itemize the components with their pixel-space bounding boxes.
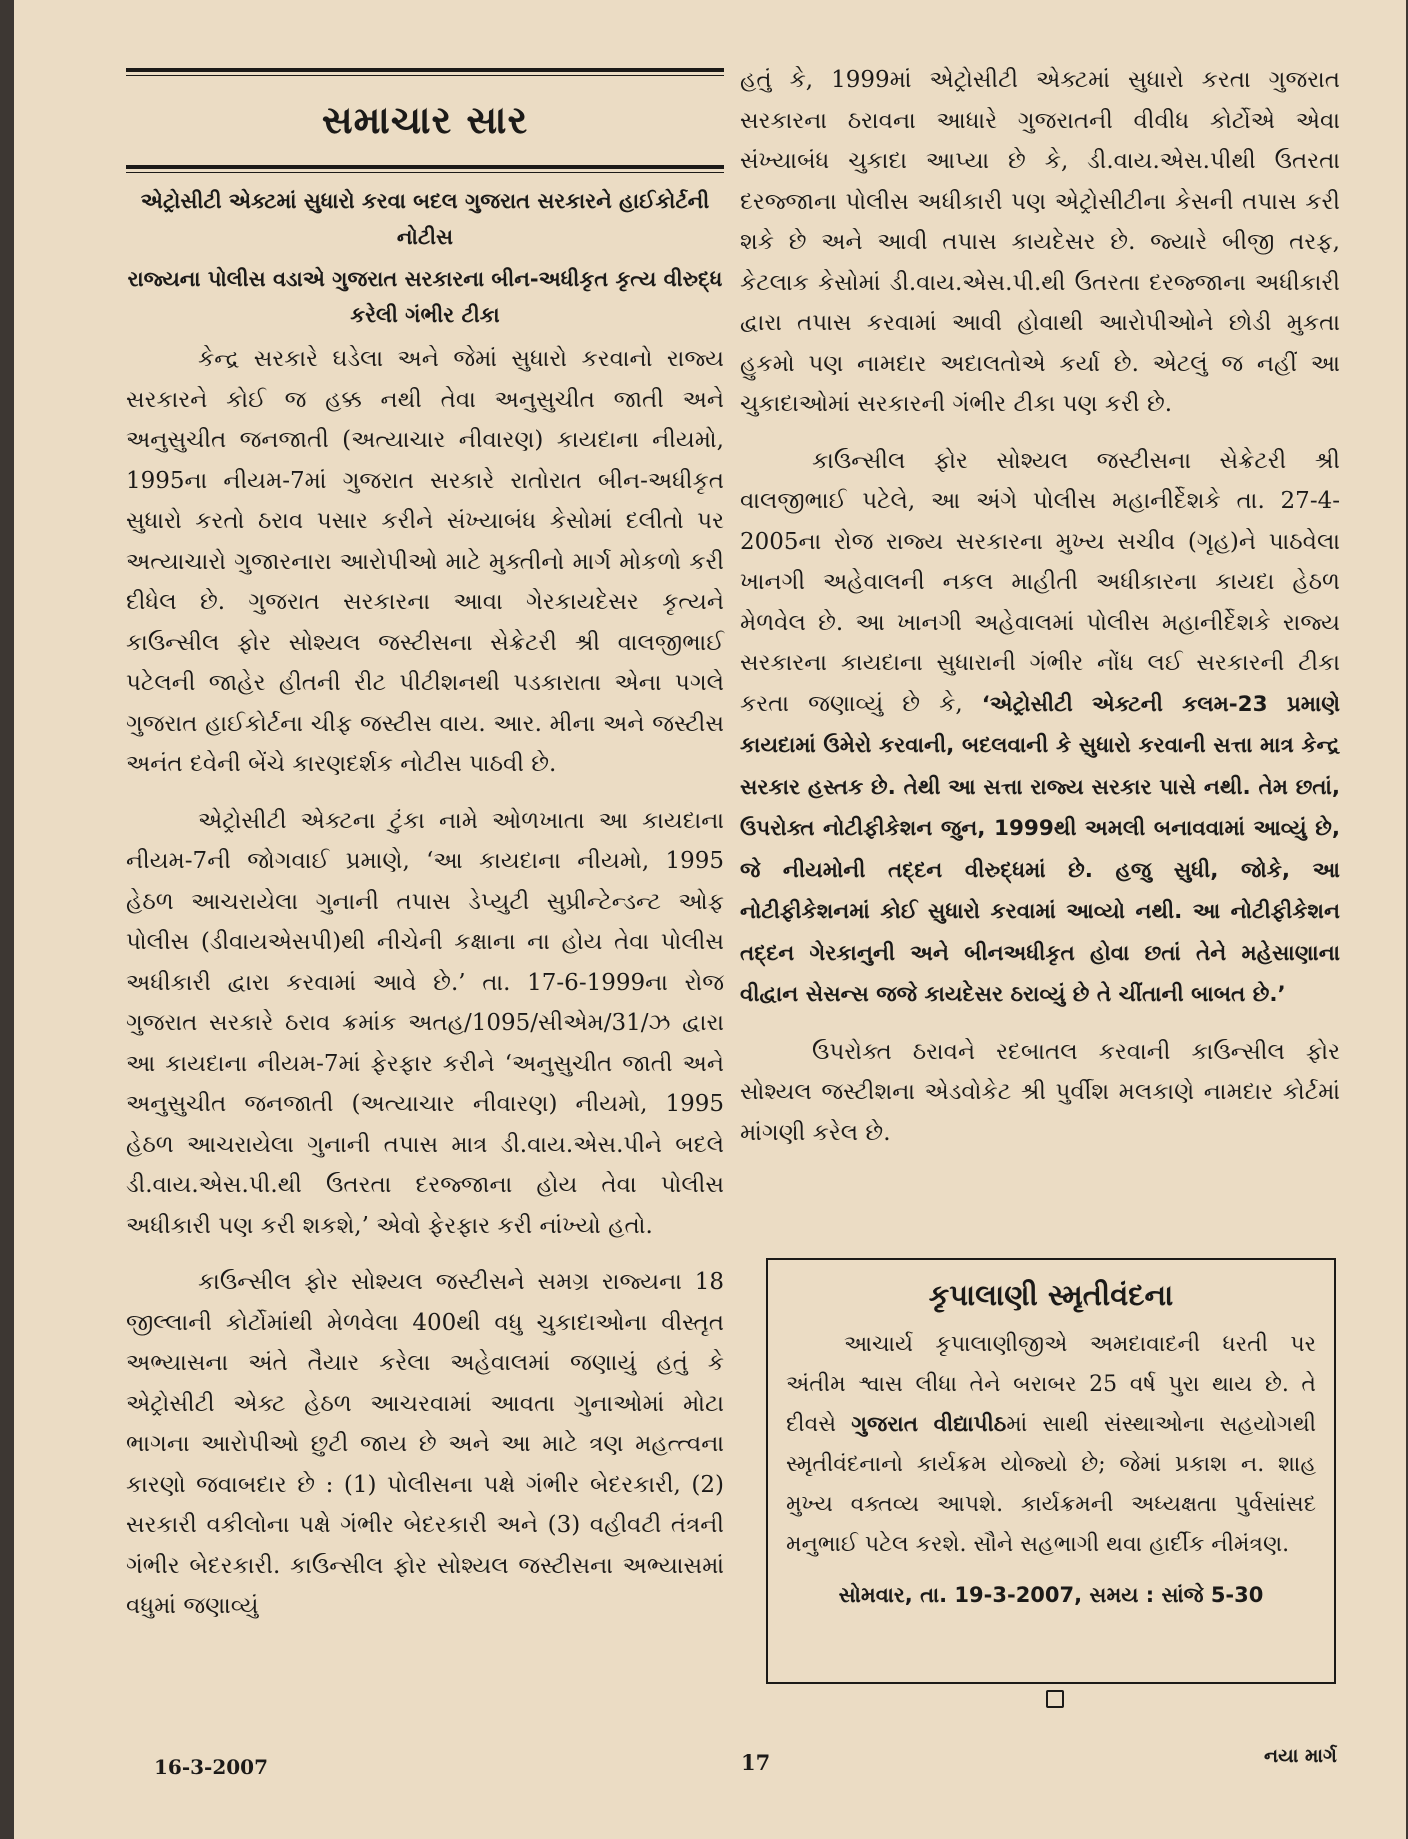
article-subheadline: રાજ્યના પોલીસ વડાએ ગુજરાત સરકારના બીન-અધીકૃત કૃત્ય વીરુદ્ધ કરેલી ગંભીર ટીકા — [127, 267, 723, 327]
article-closing-paragraph: ઉપરોક્ત ઠરાવને રદબાતલ કરવાની કાઉન્સીલ ફોર સોશ્યલ જસ્ટીશના એડવોકેટ શ્રી પુર્વીશ મલકાણે નામદાર કોર્ટમાં માંગણી કરેલ છે. — [740, 1038, 1340, 1146]
event-venue-bold: ગુજરાત વીદ્યાપીઠ — [851, 1412, 1007, 1437]
masthead-bottom-rule — [126, 165, 724, 169]
event-notice-text-1: આચાર્ય કૃપાલાણીજીએ અમદાવાદની ધરતી પર અંતીમ શ્વાસ લીધા તેને બરાબર 25 વર્ષ પુરા થાય છે. તે દીવસે — [786, 1332, 1316, 1437]
right-column — [740, 60, 1340, 1153]
event-notice-box — [766, 1258, 1336, 1684]
event-notice-text-2: માં સાથી સંસ્થાઓના સહયોગથી સ્મૃતીવંદનાનો કાર્યક્રમ યોજ્યો છે; જેમાં પ્રકાશ ન. શાહ મુખ્ય વક્તવ્ય આપશે. કાર્યક્રમની અધ્યક્ષતા પુર્વસાંસદ મનુભાઈ પટેલ કરશે. સૌને સહભાગી થવા હાર્દીક નીમંત્રણ. — [786, 1412, 1317, 1557]
article-paragraph-quote — [740, 441, 1340, 1016]
left-column — [126, 68, 724, 1627]
masthead-bottom-rule-thin — [126, 172, 724, 173]
article-headline: એટ્રોસીટી એક્ટમાં સુધારો કરવા બદલ ગુજરાત સરકારને હાઈકોર્ટની નોટીસ — [140, 189, 710, 249]
event-notice-body — [786, 1325, 1316, 1565]
footer-publication-name: નયા માર્ગ — [1264, 1745, 1337, 1767]
article-continuation: હતું કે, 1999માં એટ્રોસીટી એક્ટમાં સુધારો કરતા ગુજરાત સરકારના ઠરાવના આધારે ગુજરાતની વીવીધ કોર્ટોએ એવા સંખ્યાબંધ ચુકાદા આપ્યા છે કે, ડી.વાય.એસ.પીથી ઉતરતા દરજ્જાના પોલીસ અધીકારી પણ એટ્રોસીટીના કેસની તપાસ કરી શકે છે અને આવી તપાસ કાયદેસર છે. જ્યારે બીજી તરફ, કેટલાક કેસોમાં ડી.વાય.એસ.પી.થી ઉતરતા દરજ્જાના અધીકારી દ્વારા તપાસ કરવામાં આવી હોવાથી આરોપીઓને છોડી મુકતા હુકમો પણ નામદાર અદાલતોએ કર્યા છે. એટલું જ નહીં આ ચુકાદાઓમાં સરકારની ગંભીર ટીકા પણ કરી છે. — [740, 67, 1340, 417]
article-paragraph-2: એટ્રોસીટી એક્ટના ટુંકા નામે ઓળખાતા આ કાયદાના નીયમ-7ની જોગવાઈ પ્રમાણે, ‘આ કાયદાના નીયમો, 1995 હેઠળ આચરાયેલા ગુનાની તપાસ ડેપ્યુટી સુપ્રીન્ટેન્ડન્ટ ઓફ પોલીસ (ડીવાયએસપી)થી નીચેની કક્ષાના ના હોય તેવા પોલીસ અધીકારી દ્વારા કરવામાં આવે છે.’ તા. 17-6-1999ના રોજ ગુજરાત સરકારે ઠરાવ ક્રમાંક અતહ/1095/સીએમ/31/ઝ દ્વારા આ કાયદાના નીયમ-7માં ફેરફાર કરીને ‘અનુસુચીત જાતી અને અનુસુચીત જનજાતી (અત્યાચાર નીવારણ) નીયમો, 1995 હેઠળ આચરાયેલા ગુનાની તપાસ માત્ર ડી.વાય.એસ.પીને બદલે ડી.વાય.એસ.પી.થી ઉતરતા દરજ્જાના હોય તેવા પોલીસ અધીકારી પણ કરી શકશે,’ એવો ફેરફાર કરી નાંખ્યો હતો. — [126, 807, 724, 1239]
event-notice-title: કૃપાલાણી સ્મૃતીવંદના — [928, 1278, 1174, 1312]
footer-page-number: 17 — [741, 1750, 771, 1775]
event-date-line: સોમવાર, તા. 19-3-2007, સમય : સાંજે 5-30 — [838, 1583, 1264, 1607]
quote-bold-text: ‘એટ્રોસીટી એક્ટની કલમ-23 પ્રમાણે કાયદામાં ઉમેરો કરવાની, બદલવાની કે સુધારો કરવાની સત્તા માત્ર કેન્દ્ર સરકાર હસ્તક છે. તેથી આ સત્તા રાજ્ય સરકાર પાસે નથી. તેમ છતાં, ઉપરોક્ત નોટીફીકેશન જુન, 1999થી અમલી બનાવવામાં આવ્યું છે, જે નીયમોની તદ્દન વીરુદ્ધમાં છે. હજુ સુધી, જોકે, આ નોટીફીકેશનમાં કોઈ સુધારો કરવામાં આવ્યો નથી. આ નોટીફીકેશન તદ્દન ગેરકાનુની અને બીનઅધીકૃત હોવા છતાં તેને મહેસાણાના વીદ્વાન સેસન્સ જજે કાયદેસર ઠરાવ્યું છે તે ચીંતાની બાબત છે.’ — [740, 691, 1340, 1007]
section-masthead: સમાચાર સાર — [321, 98, 529, 142]
footer-date: 16-3-2007 — [154, 1755, 269, 1779]
article-paragraph-3: કાઉન્સીલ ફોર સોશ્યલ જસ્ટીસને સમગ્ર રાજ્યના 18 જીલ્લાની કોર્ટોમાંથી મેળવેલા 400થી વધુ ચુકાદાઓના વીસ્તૃત અભ્યાસના અંતે તૈયાર કરેલા અહેવાલમાં જણાયું હતું કે એટ્રોસીટી એક્ટ હેઠળ આચરવામાં આવતા ગુનાઓમાં મોટા ભાગના આરોપીઓ છુટી જાય છે અને આ માટે ત્રણ મહત્ત્વના કારણો જવાબદાર છે : (1) પોલીસના પક્ષે ગંભીર બેદરકારી, (2) સરકારી વકીલોના પક્ષે ગંભીર બેદરકારી અને (3) વહીવટી તંત્રની ગંભીર બેદરકારી. કાઉન્સીલ ફોર સોશ્યલ જસ્ટીસના અભ્યાસમાં વધુમાં જણાવ્યું — [126, 1269, 724, 1619]
article-paragraph-1: કેન્દ્ર સરકારે ઘડેલા અને જેમાં સુધારો કરવાનો રાજ્ય સરકારને કોઈ જ હક્ક નથી તેવા અનુસુચીત જાતી અને અનુસુચીત જનજાતી (અત્યાચાર નીવારણ) કાયદાના નીયમો, 1995ના નીયમ-7માં ગુજરાત સરકારે રાતોરાત બીન-અધીકૃત સુધારો કરતો ઠરાવ પસાર કરીને સંખ્યાબંધ કેસોમાં દલીતો પર અત્યાચારો ગુજારનારા આરોપીઓ માટે મુક્તીનો માર્ગ મોકળો કરી દીધેલ છે. ગુજરાત સરકારના આવા ગેરકાયદેસર કૃત્યને કાઉન્સીલ ફોર સોશ્યલ જસ્ટીસના સેક્રેટરી શ્રી વાલજીભાઈ પટેલની જાહેર હીતની રીટ પીટીશનથી પડકારાતા એના પગલે ગુજરાત હાઈકોર્ટના ચીફ જસ્ટીસ વાય. આર. મીના અને જસ્ટીસ અનંત દવેની બેંચે કારણદર્શક નોટીસ પાઠવી છે. — [126, 346, 724, 777]
masthead-top-rule — [126, 68, 724, 72]
end-of-article-square-icon — [1046, 1690, 1064, 1708]
masthead-top-rule-thin — [126, 75, 724, 76]
newspaper-page — [14, 0, 1406, 1839]
quote-intro-text: કાઉન્સીલ ફોર સોશ્યલ જસ્ટીસના સેક્રેટરી શ્રી વાલજીભાઈ પટેલે, આ અંગે પોલીસ મહાનીર્દેશકે તા. 27-4-2005ના રોજ રાજ્ય સરકારના મુખ્ય સચીવ (ગૃહ)ને પાઠવેલા ખાનગી અહેવાલની નકલ માહીતી અધીકારના કાયદા હેઠળ મેળવેલ છે. આ ખાનગી અહેવાલમાં પોલીસ મહાનીર્દેશકે રાજ્ય સરકારના કાયદાના સુધારાની ગંભીર નોંધ લઈ સરકારની ટીકા કરતા જણાવ્યું છે કે, — [740, 447, 1340, 717]
